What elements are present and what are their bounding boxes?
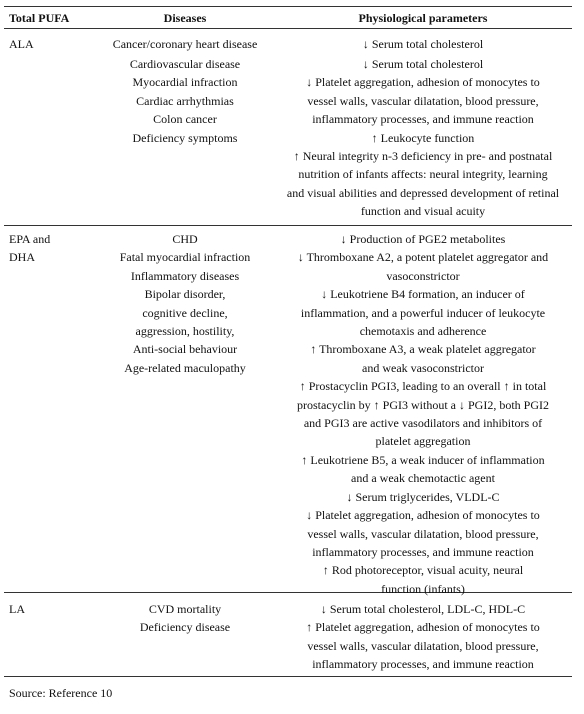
parameter-line: platelet aggregation <box>375 434 471 449</box>
pufa-label-line: DHA <box>9 250 35 265</box>
parameter-line: ↓ Production of PGE2 metabolites <box>340 232 506 246</box>
disease-item: Myocardial infraction <box>132 75 238 90</box>
parameter-line: inflammatory processes, and immune reaction <box>312 544 534 559</box>
parameter-line: inflammation, and a powerful inducer of leukocyte <box>300 305 546 320</box>
header-bottom-rule <box>4 28 572 29</box>
table-top-rule <box>4 6 572 7</box>
pufa-label: ALA <box>9 37 34 51</box>
disease-item: Deficiency symptoms <box>132 130 238 145</box>
disease-item: Cardiac arrhythmias <box>136 93 234 108</box>
parameter-line: ↓ Serum total cholesterol, LDL-C, HDL-C <box>320 602 526 616</box>
parameter-line: ↓ Platelet aggregation, adhesion of monocytes to <box>306 75 540 90</box>
disease-list <box>92 230 278 377</box>
header-total-pufa: Total PUFA <box>9 11 70 25</box>
parameter-item: ↓ Serum total cholesterol <box>362 37 484 51</box>
parameter-line: ↑ Platelet aggregation, adhesion of monocytes to <box>306 620 540 635</box>
parameter-list <box>278 230 568 598</box>
disease-item: Bipolar disorder, <box>144 287 226 302</box>
disease-item: Age-related maculopathy <box>124 360 246 375</box>
disease-item: Inflammatory diseases <box>130 268 240 283</box>
parameter-line: nutrition of infants affects: neural integrity, learning <box>298 167 548 182</box>
parameter-line: ↓ Leukotriene B4 formation, an inducer of <box>321 287 525 302</box>
parameter-line: ↓ Thromboxane A2, a potent platelet aggregator and <box>297 250 549 265</box>
parameter-line: vessel walls, vascular dilatation, blood pressure, <box>307 526 539 541</box>
header-diseases: Diseases <box>163 11 207 25</box>
disease-item: aggression, hostility, <box>135 324 235 339</box>
parameter-line: and weak vasoconstrictor <box>362 360 484 375</box>
source-note: Source: Reference 10 <box>9 686 113 700</box>
disease-item: Cardiovascular disease <box>129 57 241 71</box>
disease-list <box>92 600 278 637</box>
parameter-list <box>278 55 568 221</box>
parameter-line: ↑ Neural integrity n-3 deficiency in pre- and postnatal <box>293 149 553 164</box>
parameter-line: vasoconstrictor <box>386 268 460 283</box>
parameter-line: ↓ Platelet aggregation, adhesion of monocytes to <box>306 508 540 523</box>
disease-item: Cancer/coronary heart disease <box>112 37 258 51</box>
parameter-line: ↓ Serum total cholesterol <box>362 57 484 71</box>
parameter-line: ↑ Leukocyte function <box>371 130 475 145</box>
disease-item: CHD <box>172 232 198 246</box>
parameter-line: vessel walls, vascular dilatation, blood pressure, <box>307 638 539 653</box>
parameter-line: ↑ Thromboxane A3, a weak platelet aggregator <box>310 342 536 357</box>
disease-item: CVD mortality <box>148 602 222 616</box>
parameter-line: inflammatory processes, and immune reaction <box>312 657 534 672</box>
parameter-list <box>278 600 568 674</box>
parameter-line: ↑ Prostacyclin PGI3, leading to an overall ↑ in total <box>299 379 547 394</box>
parameter-line: and visual abilities and depressed development of retinal <box>286 185 560 200</box>
parameter-line: function (infants) <box>381 581 465 596</box>
table-bottom-rule <box>4 676 572 677</box>
pufa-label: LA <box>9 602 25 616</box>
parameter-line: chemotaxis and adherence <box>359 324 487 339</box>
header-physiological-parameters: Physiological parameters <box>358 11 488 25</box>
parameter-line: function and visual acuity <box>360 204 486 219</box>
parameter-line: prostacyclin by ↑ PGI3 without a ↓ PGI2, both PGI2 <box>297 397 549 412</box>
parameter-line: inflammatory processes, and immune reaction <box>312 112 534 127</box>
parameter-line: ↓ Serum triglycerides, VLDL-C <box>346 489 500 504</box>
disease-item: Anti-social behaviour <box>132 342 238 357</box>
group-rule-1 <box>4 225 572 226</box>
parameter-line: and a weak chemotactic agent <box>351 471 495 486</box>
disease-item: Colon cancer <box>153 112 217 127</box>
disease-list <box>92 55 278 147</box>
pufa-label <box>9 230 50 267</box>
disease-item: Fatal myocardial infraction <box>119 250 251 265</box>
parameter-line: ↑ Leukotriene B5, a weak inducer of inflammation <box>301 452 545 467</box>
parameter-line: and PGI3 are active vasodilators and inhibitors of <box>303 416 543 431</box>
pufa-label-line: EPA and <box>9 232 51 246</box>
disease-item: Deficiency disease <box>139 620 231 635</box>
parameter-line: ↑ Rod photoreceptor, visual acuity, neural <box>322 563 524 578</box>
parameter-line: vessel walls, vascular dilatation, blood pressure, <box>307 93 539 108</box>
disease-item: cognitive decline, <box>142 305 228 320</box>
